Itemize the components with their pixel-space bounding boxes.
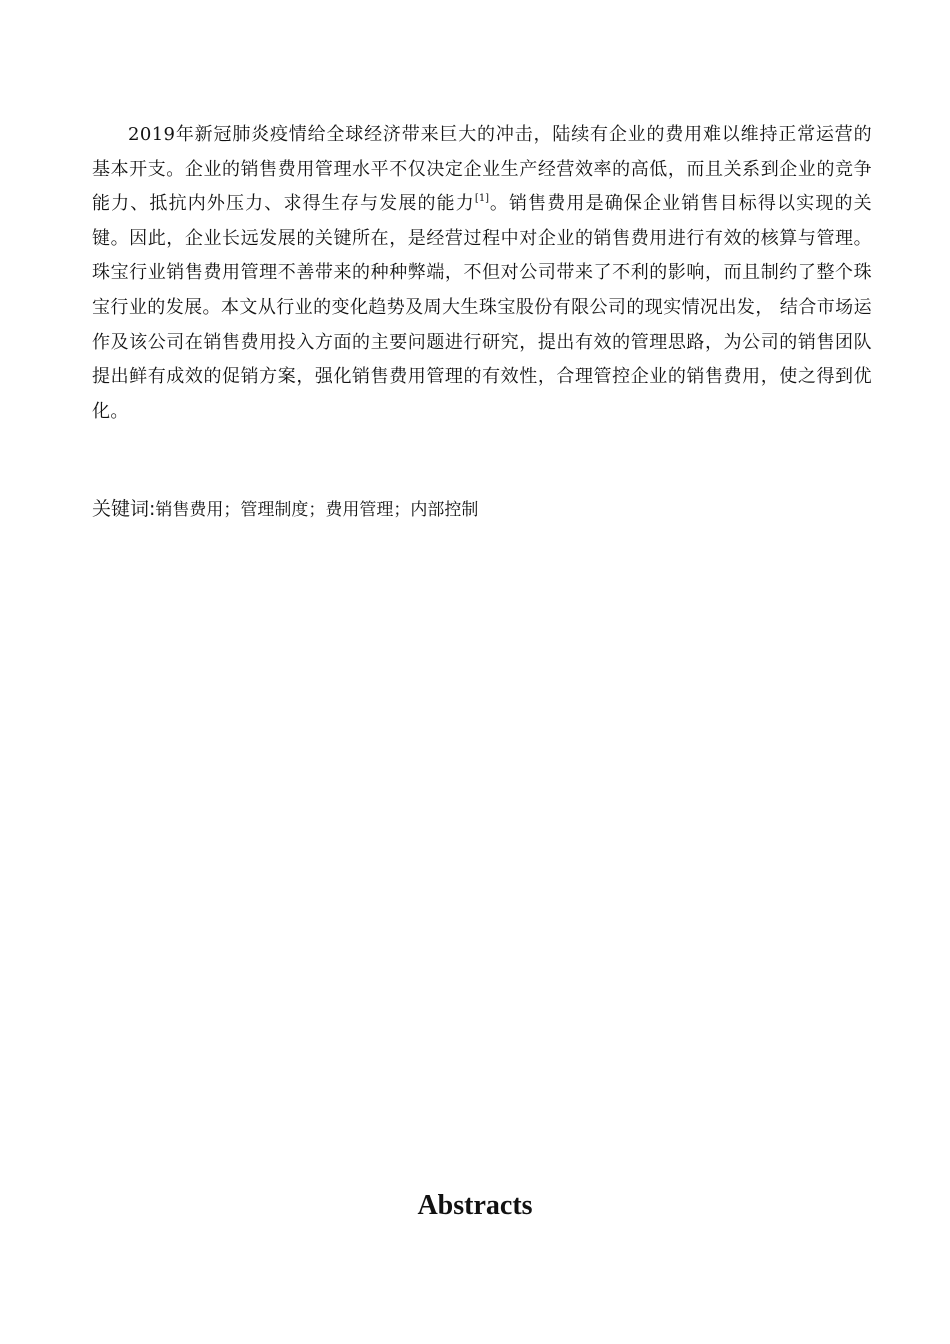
abstract-text-part-1: 2019年新冠肺炎疫情给全球经济带来巨大的冲击，陆续有企业的费用难以维持正常运营的基本开支。企业的销售费用管理水平不仅决定企业生产经营效率的高低，而且关系到企业的竞争能力、抵抗内外压力、求得生存与发展的能力 xyxy=(92,124,872,215)
keywords-value: 销售费用；管理制度；费用管理；内部控制 xyxy=(155,500,479,520)
abstracts-heading: Abstracts xyxy=(417,1190,533,1221)
abstract-paragraph xyxy=(92,118,872,429)
citation-marker: [1] xyxy=(474,193,490,205)
keywords-line xyxy=(92,494,872,525)
abstract-text-part-2: 。销售费用是确保企业销售目标得以实现的关键。因此，企业长远发展的关键所在，是经营过程中对企业的销售费用进行有效的核算与管理。珠宝行业销售费用管理不善带来的种种弊端，不但对公司带来了不利的影响，而且制约了整个珠宝行业的发展。本文从行业的变化趋势及周大生珠宝股份有限公司的现实情况出发， 结合市场运作及该公司在销售费用投入方面的主要问题进行研究，提出有效的管理思路，为公司的销售团队提出鲜有成效的促销方案，强化销售费用管理的有效性，合理管控企业的销售费用，使之得到优化。 xyxy=(92,193,873,422)
keywords-label: 关键词: xyxy=(92,498,156,520)
